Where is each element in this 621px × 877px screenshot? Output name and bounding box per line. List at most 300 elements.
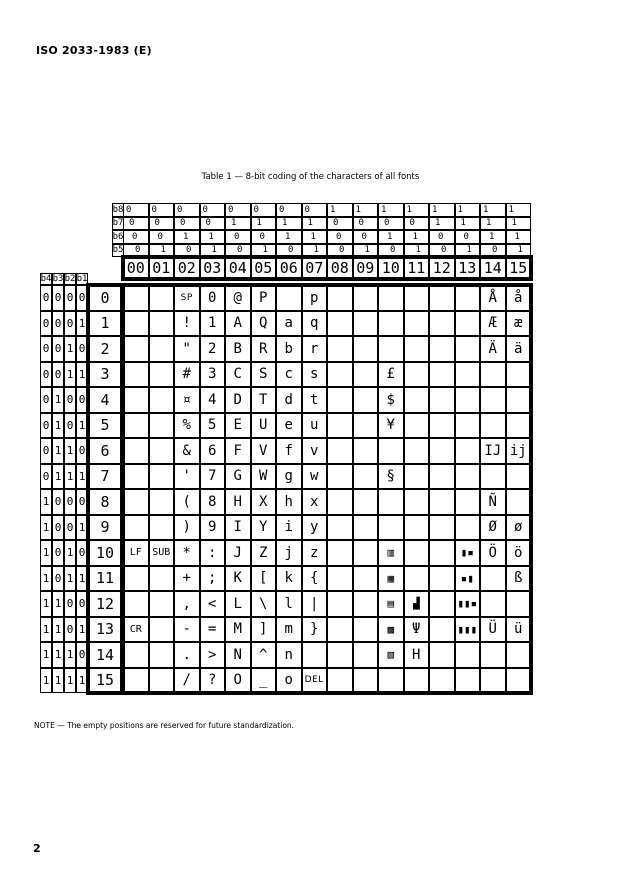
- row-bit-value: 0: [40, 438, 52, 464]
- row-bit-value: 1: [52, 464, 64, 490]
- table-cell: [327, 515, 353, 541]
- column-bit-value: 0: [378, 244, 404, 258]
- table-cell: [455, 413, 481, 439]
- table-cell: [302, 642, 328, 668]
- table-cell: T: [251, 387, 277, 413]
- table-cell: j: [276, 540, 302, 566]
- row-bit-value: 0: [76, 642, 88, 668]
- table-cell: [149, 617, 175, 643]
- row-header: 11: [88, 566, 122, 592]
- table-cell: f: [276, 438, 302, 464]
- table-caption: Table 1 — 8-bit coding of the characters of all fonts: [201, 172, 420, 182]
- table-cell: [506, 362, 532, 388]
- table-cell: a: [276, 311, 302, 337]
- column-bit-value: 0: [174, 217, 200, 231]
- table-cell: [353, 362, 379, 388]
- row-bit-value: 1: [64, 362, 76, 388]
- table-cell: ▥: [378, 540, 404, 566]
- row-bit-value: 1: [40, 591, 52, 617]
- column-bit-value: 0: [480, 244, 506, 258]
- column-header: 02: [174, 257, 200, 279]
- row-header: 15: [88, 668, 122, 694]
- row-bit-value: 0: [76, 336, 88, 362]
- table-cell: J: [225, 540, 251, 566]
- table-cell: [149, 489, 175, 515]
- table-cell: [123, 668, 149, 694]
- table-cell: [327, 362, 353, 388]
- table-cell: [404, 515, 430, 541]
- table-cell: ß: [506, 566, 532, 592]
- table-cell: [480, 668, 506, 694]
- table-cell: [455, 489, 481, 515]
- table-cell: Ö: [480, 540, 506, 566]
- row-header: 13: [88, 617, 122, 643]
- row-bit-value: 1: [76, 566, 88, 592]
- table-cell: [149, 438, 175, 464]
- row-header: 12: [88, 591, 122, 617]
- table-cell: E: [225, 413, 251, 439]
- table-cell: [353, 591, 379, 617]
- table-cell: [149, 387, 175, 413]
- row-bit-value: 0: [40, 387, 52, 413]
- table-cell: å: [506, 285, 532, 311]
- table-cell: [480, 642, 506, 668]
- table-cell: Æ: [480, 311, 506, 337]
- row-bit-value: 0: [52, 515, 64, 541]
- table-cell: SP: [174, 285, 200, 311]
- column-bit-value: 0: [200, 217, 226, 231]
- table-cell: [123, 566, 149, 592]
- table-cell: [327, 285, 353, 311]
- row-bit-value: 0: [64, 387, 76, 413]
- row-bit-value: 1: [64, 464, 76, 490]
- table-cell: ▮▪: [455, 540, 481, 566]
- row-bit-value: 0: [40, 413, 52, 439]
- table-cell: [123, 362, 149, 388]
- table-cell: 8: [200, 489, 226, 515]
- row-bit-label: b1: [76, 274, 88, 284]
- table-cell: [327, 387, 353, 413]
- column-bit-value: 0: [353, 217, 379, 231]
- row-bit-value: 0: [52, 311, 64, 337]
- table-cell: F: [225, 438, 251, 464]
- table-cell: [378, 668, 404, 694]
- table-cell: A: [225, 311, 251, 337]
- table-cell: Å: [480, 285, 506, 311]
- table-cell: [149, 668, 175, 694]
- table-cell: g: [276, 464, 302, 490]
- column-header: 10: [378, 257, 404, 279]
- table-cell: [429, 489, 455, 515]
- row-bit-value: 1: [64, 642, 76, 668]
- table-cell: [353, 387, 379, 413]
- table-cell: x: [302, 489, 328, 515]
- row-bit-value: 1: [40, 515, 52, 541]
- table-cell: [480, 464, 506, 490]
- table-cell: [123, 642, 149, 668]
- table-cell: [506, 591, 532, 617]
- table-cell: [404, 489, 430, 515]
- row-bit-value: 1: [76, 668, 88, 694]
- table-cell: /: [174, 668, 200, 694]
- table-cell: [353, 540, 379, 566]
- row-bit-value: 0: [52, 285, 64, 311]
- column-bit-value: 1: [327, 203, 353, 217]
- table-cell: [353, 668, 379, 694]
- document-header: ISO 2033-1983 (E): [36, 44, 152, 57]
- table-cell: [404, 285, 430, 311]
- table-cell: [353, 515, 379, 541]
- table-cell: 0: [200, 285, 226, 311]
- table-cell: h: [276, 489, 302, 515]
- table-cell: [149, 515, 175, 541]
- column-bit-value: 0: [225, 203, 251, 217]
- table-cell: ¤: [174, 387, 200, 413]
- column-bit-value: 1: [353, 244, 379, 258]
- column-header: 09: [353, 257, 379, 279]
- column-bit-label: b6: [112, 231, 124, 242]
- table-cell: [455, 515, 481, 541]
- column-bit-value: 0: [353, 230, 379, 244]
- table-cell: IJ: [480, 438, 506, 464]
- table-cell: [404, 566, 430, 592]
- row-header: 9: [88, 515, 122, 541]
- page-number: 2: [33, 842, 41, 855]
- table-cell: [353, 413, 379, 439]
- table-cell: [429, 311, 455, 337]
- table-cell: [327, 413, 353, 439]
- table-cell: Ø: [480, 515, 506, 541]
- table-cell: ▟: [404, 591, 430, 617]
- table-cell: O: [225, 668, 251, 694]
- table-cell: DEL: [302, 668, 328, 694]
- table-cell: I: [225, 515, 251, 541]
- table-cell: &: [174, 438, 200, 464]
- table-cell: ö: [506, 540, 532, 566]
- table-cell: (: [174, 489, 200, 515]
- table-cell: ": [174, 336, 200, 362]
- column-header: 07: [302, 257, 328, 279]
- table-cell: V: [251, 438, 277, 464]
- table-cell: [327, 566, 353, 592]
- column-bit-value: 0: [276, 203, 302, 217]
- table-cell: y: [302, 515, 328, 541]
- table-cell: [327, 540, 353, 566]
- table-cell: [404, 387, 430, 413]
- table-cell: >: [200, 642, 226, 668]
- table-cell: ä: [506, 336, 532, 362]
- table-cell: 3: [200, 362, 226, 388]
- column-bit-value: 1: [353, 203, 379, 217]
- table-cell: LF: [123, 540, 149, 566]
- table-cell: [353, 642, 379, 668]
- table-cell: [506, 464, 532, 490]
- column-header: 03: [200, 257, 226, 279]
- table-cell: [149, 464, 175, 490]
- row-bit-value: 1: [64, 668, 76, 694]
- row-bit-value: 0: [76, 438, 88, 464]
- table-cell: [429, 617, 455, 643]
- table-cell: K: [225, 566, 251, 592]
- row-bit-value: 0: [52, 489, 64, 515]
- table-cell: [506, 489, 532, 515]
- table-cell: [327, 336, 353, 362]
- table-cell: [353, 489, 379, 515]
- table-cell: [429, 668, 455, 694]
- column-bit-value: 1: [251, 217, 277, 231]
- table-cell: [404, 464, 430, 490]
- table-cell: k: [276, 566, 302, 592]
- row-header: 3: [88, 362, 122, 388]
- row-bit-value: 1: [76, 413, 88, 439]
- column-bit-value: 1: [429, 203, 455, 217]
- table-cell: [123, 285, 149, 311]
- table-cell: l: [276, 591, 302, 617]
- column-bit-value: 0: [455, 230, 481, 244]
- column-bit-value: 1: [480, 230, 506, 244]
- row-header: 14: [88, 642, 122, 668]
- table-cell: [404, 668, 430, 694]
- column-bit-value: 0: [123, 230, 149, 244]
- table-cell: M: [225, 617, 251, 643]
- row-bit-value: 1: [52, 413, 64, 439]
- table-cell: @: [225, 285, 251, 311]
- row-bit-value: 1: [76, 464, 88, 490]
- row-header: 5: [88, 413, 122, 439]
- table-cell: .: [174, 642, 200, 668]
- table-cell: [455, 387, 481, 413]
- table-cell: v: [302, 438, 328, 464]
- table-cell: r: [302, 336, 328, 362]
- column-bit-value: 1: [506, 230, 532, 244]
- row-bit-label: b3: [52, 274, 64, 284]
- table-cell: £: [378, 362, 404, 388]
- row-bit-value: 0: [64, 489, 76, 515]
- table-cell: [123, 413, 149, 439]
- table-cell: [123, 515, 149, 541]
- table-cell: 9: [200, 515, 226, 541]
- table-cell: p: [302, 285, 328, 311]
- table-cell: [429, 387, 455, 413]
- row-bit-value: 1: [76, 617, 88, 643]
- table-cell: ¥: [378, 413, 404, 439]
- row-bit-value: 1: [64, 540, 76, 566]
- column-bit-value: 1: [302, 217, 328, 231]
- column-bit-value: 1: [276, 217, 302, 231]
- row-bit-value: 0: [40, 285, 52, 311]
- row-bit-value: 0: [76, 387, 88, 413]
- table-cell: 6: [200, 438, 226, 464]
- column-bit-value: 1: [378, 203, 404, 217]
- note-text: NOTE — The empty positions are reserved for future standardization.: [34, 721, 295, 730]
- column-bit-value: 0: [404, 217, 430, 231]
- table-cell: U: [251, 413, 277, 439]
- column-bit-label: b8: [112, 204, 124, 215]
- row-bit-value: 0: [64, 515, 76, 541]
- row-header: 7: [88, 464, 122, 490]
- table-cell: [327, 464, 353, 490]
- column-bit-value: 0: [123, 217, 149, 231]
- table-cell: ▤: [378, 591, 404, 617]
- table-cell: e: [276, 413, 302, 439]
- table-cell: S: [251, 362, 277, 388]
- table-cell: }: [302, 617, 328, 643]
- table-cell: [455, 311, 481, 337]
- column-bit-value: 1: [480, 217, 506, 231]
- column-bit-value: 1: [506, 217, 532, 231]
- table-cell: ?: [200, 668, 226, 694]
- column-bit-value: 1: [404, 203, 430, 217]
- table-cell: [123, 438, 149, 464]
- row-bit-value: 1: [40, 668, 52, 694]
- table-cell: ): [174, 515, 200, 541]
- column-bit-value: 1: [302, 244, 328, 258]
- table-cell: [123, 464, 149, 490]
- table-cell: Ü: [480, 617, 506, 643]
- table-cell: L: [225, 591, 251, 617]
- row-bit-value: 0: [64, 285, 76, 311]
- column-bit-value: 1: [404, 244, 430, 258]
- table-cell: Y: [251, 515, 277, 541]
- column-bit-value: 0: [251, 230, 277, 244]
- column-bit-value: 1: [455, 217, 481, 231]
- table-cell: <: [200, 591, 226, 617]
- row-header: 0: [88, 285, 122, 311]
- table-cell: [378, 489, 404, 515]
- column-header: 04: [225, 257, 251, 279]
- table-cell: [149, 413, 175, 439]
- table-cell: ▩: [378, 617, 404, 643]
- table-cell: [123, 591, 149, 617]
- column-bit-value: 0: [149, 217, 175, 231]
- table-cell: [378, 336, 404, 362]
- table-cell: ▮▮▮: [455, 617, 481, 643]
- row-bit-value: 1: [64, 438, 76, 464]
- table-cell: 5: [200, 413, 226, 439]
- table-cell: [480, 591, 506, 617]
- column-header: 01: [149, 257, 175, 279]
- table-cell: N: [225, 642, 251, 668]
- table-cell: Ñ: [480, 489, 506, 515]
- table-cell: i: [276, 515, 302, 541]
- table-cell: G: [225, 464, 251, 490]
- table-cell: [455, 668, 481, 694]
- table-cell: [353, 617, 379, 643]
- table-cell: [455, 336, 481, 362]
- table-cell: [404, 311, 430, 337]
- row-bit-value: 0: [76, 285, 88, 311]
- column-bit-value: 0: [429, 230, 455, 244]
- table-cell: s: [302, 362, 328, 388]
- table-cell: [149, 642, 175, 668]
- table-cell: q: [302, 311, 328, 337]
- table-cell: b: [276, 336, 302, 362]
- table-cell: [429, 362, 455, 388]
- table-cell: 4: [200, 387, 226, 413]
- table-cell: [429, 464, 455, 490]
- column-bit-value: 0: [251, 203, 277, 217]
- row-bit-value: 0: [52, 362, 64, 388]
- table-cell: P: [251, 285, 277, 311]
- table-cell: [353, 438, 379, 464]
- row-header: 6: [88, 438, 122, 464]
- row-bit-value: 0: [76, 540, 88, 566]
- column-bit-value: 1: [200, 244, 226, 258]
- table-cell: §: [378, 464, 404, 490]
- table-cell: [327, 311, 353, 337]
- table-cell: o: [276, 668, 302, 694]
- column-bit-value: 0: [429, 244, 455, 258]
- column-bit-label: b5: [112, 245, 124, 256]
- table-cell: ø: [506, 515, 532, 541]
- table-cell: ]: [251, 617, 277, 643]
- table-cell: [123, 489, 149, 515]
- table-cell: [: [251, 566, 277, 592]
- table-cell: [149, 591, 175, 617]
- table-cell: [378, 285, 404, 311]
- table-cell: ▧: [378, 642, 404, 668]
- row-bit-value: 0: [40, 362, 52, 388]
- column-bit-value: 1: [506, 203, 532, 217]
- table-cell: n: [276, 642, 302, 668]
- table-cell: d: [276, 387, 302, 413]
- row-bit-value: 1: [40, 540, 52, 566]
- table-cell: [123, 311, 149, 337]
- column-bit-value: 1: [378, 230, 404, 244]
- column-header: 15: [506, 257, 532, 279]
- row-bit-value: 0: [64, 617, 76, 643]
- table-cell: [327, 591, 353, 617]
- table-cell: [327, 438, 353, 464]
- table-cell: [123, 387, 149, 413]
- column-bit-value: 0: [327, 244, 353, 258]
- table-cell: [149, 311, 175, 337]
- row-header: 8: [88, 489, 122, 515]
- table-cell: 7: [200, 464, 226, 490]
- table-cell: [404, 336, 430, 362]
- table-cell: B: [225, 336, 251, 362]
- table-cell: $: [378, 387, 404, 413]
- column-bit-value: 0: [149, 203, 175, 217]
- table-cell: [429, 413, 455, 439]
- column-bit-value: 0: [200, 203, 226, 217]
- table-cell: m: [276, 617, 302, 643]
- row-bit-value: 0: [76, 591, 88, 617]
- table-cell: *: [174, 540, 200, 566]
- table-cell: [327, 617, 353, 643]
- column-bit-value: 0: [174, 203, 200, 217]
- table-cell: u: [302, 413, 328, 439]
- column-bit-value: 1: [302, 230, 328, 244]
- column-bit-value: 0: [225, 230, 251, 244]
- row-bit-label: b2: [64, 274, 76, 284]
- row-bit-value: 0: [64, 311, 76, 337]
- table-cell: ▦: [378, 566, 404, 592]
- column-bit-value: 0: [123, 203, 149, 217]
- table-cell: :: [200, 540, 226, 566]
- table-cell: _: [251, 668, 277, 694]
- table-cell: [455, 464, 481, 490]
- column-header: 08: [327, 257, 353, 279]
- table-cell: [429, 642, 455, 668]
- table-cell: %: [174, 413, 200, 439]
- table-cell: [378, 515, 404, 541]
- table-cell: 2: [200, 336, 226, 362]
- column-bit-value: 1: [200, 230, 226, 244]
- row-bit-value: 0: [52, 566, 64, 592]
- table-cell: [404, 540, 430, 566]
- table-cell: [149, 285, 175, 311]
